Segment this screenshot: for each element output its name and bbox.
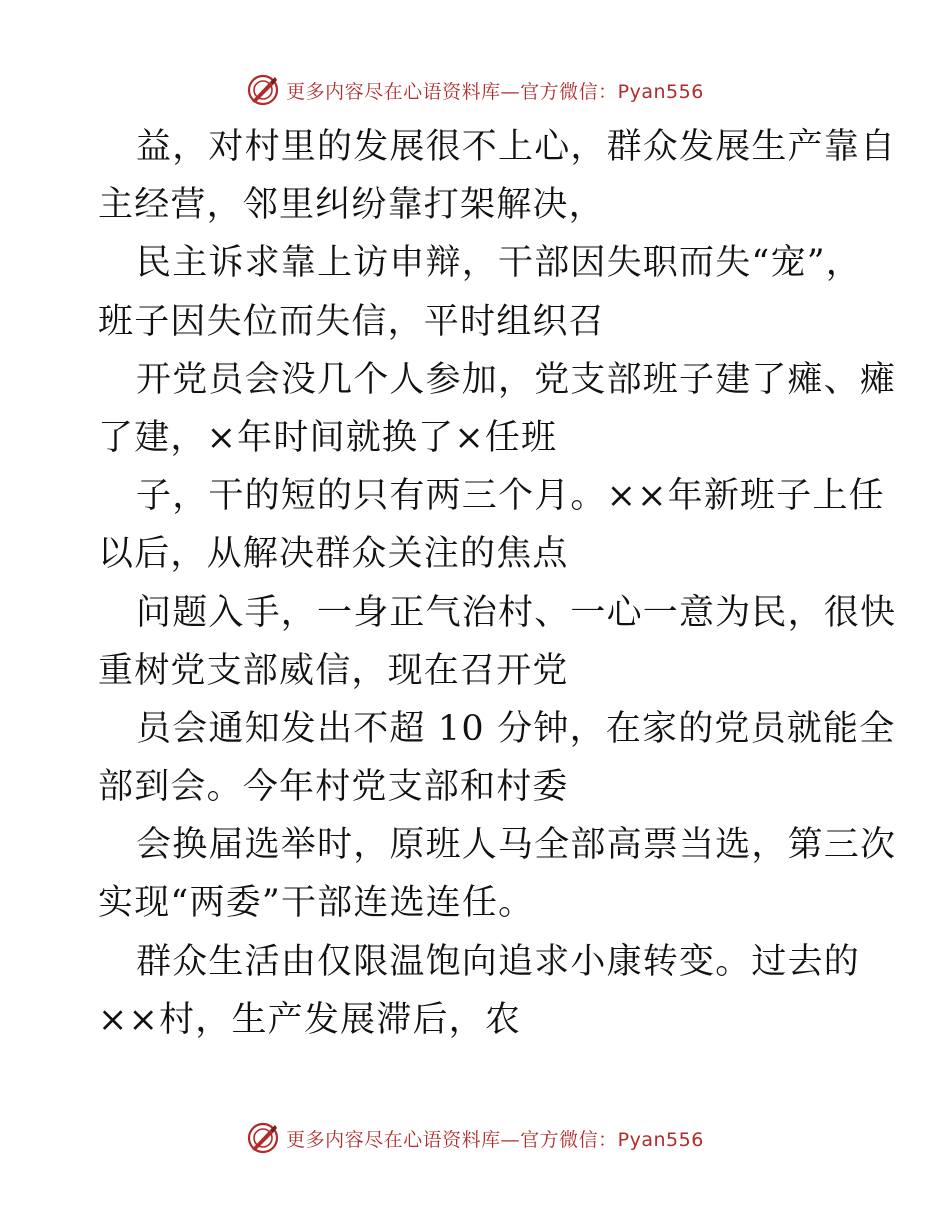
watermark-text: 更多内容尽在心语资料库—官方微信：Pyan556 xyxy=(286,80,704,103)
text-line: 部到会。今年村党支部和村委 xyxy=(98,767,569,808)
text-line: 主经营，邻里纠纷靠打架解决， xyxy=(98,185,605,226)
document-body xyxy=(98,118,897,1049)
watermark-text: 更多内容尽在心语资料库—官方微信：Pyan556 xyxy=(286,1128,704,1151)
footer-watermark xyxy=(0,1118,950,1158)
text-line: 了建，×年时间就换了×任班 xyxy=(98,417,558,458)
text-line: 益，对村里的发展很不上心，群众发展生产靠自 xyxy=(136,127,897,167)
text-line: 员会通知发出不超 10 分钟，在家的党员就能全 xyxy=(136,708,896,749)
text-line: 开党员会没几个人参加，党支部班子建了瘫、瘫 xyxy=(136,359,897,400)
text-line: 班子因失位而失信，平时组织召 xyxy=(98,301,605,342)
text-line: 实现“两委”干部连选连任。 xyxy=(98,883,535,924)
text-line: 以后，从解决群众关注的焦点 xyxy=(98,534,569,575)
text-line: 重树党支部威信，现在召开党 xyxy=(98,650,569,691)
text-line: 民主诉求靠上访申辩，干部因失职而失“宠”， xyxy=(136,243,862,284)
text-line: ××村，生产发展滞后，农 xyxy=(98,999,522,1040)
text-line: 会换届选举时，原班人马全部高票当选，第三次 xyxy=(136,825,897,866)
text-line: 子，干的短的只有两三个月。××年新班子上任 xyxy=(136,476,885,517)
header-watermark xyxy=(0,70,950,110)
quill-logo-icon xyxy=(246,1121,280,1155)
text-line: 群众生活由仅限温饱向追求小康转变。过去的 xyxy=(136,941,861,982)
quill-logo-icon xyxy=(246,73,280,107)
text-line: 问题入手，一身正气治村、一心一意为民，很快 xyxy=(136,592,897,633)
